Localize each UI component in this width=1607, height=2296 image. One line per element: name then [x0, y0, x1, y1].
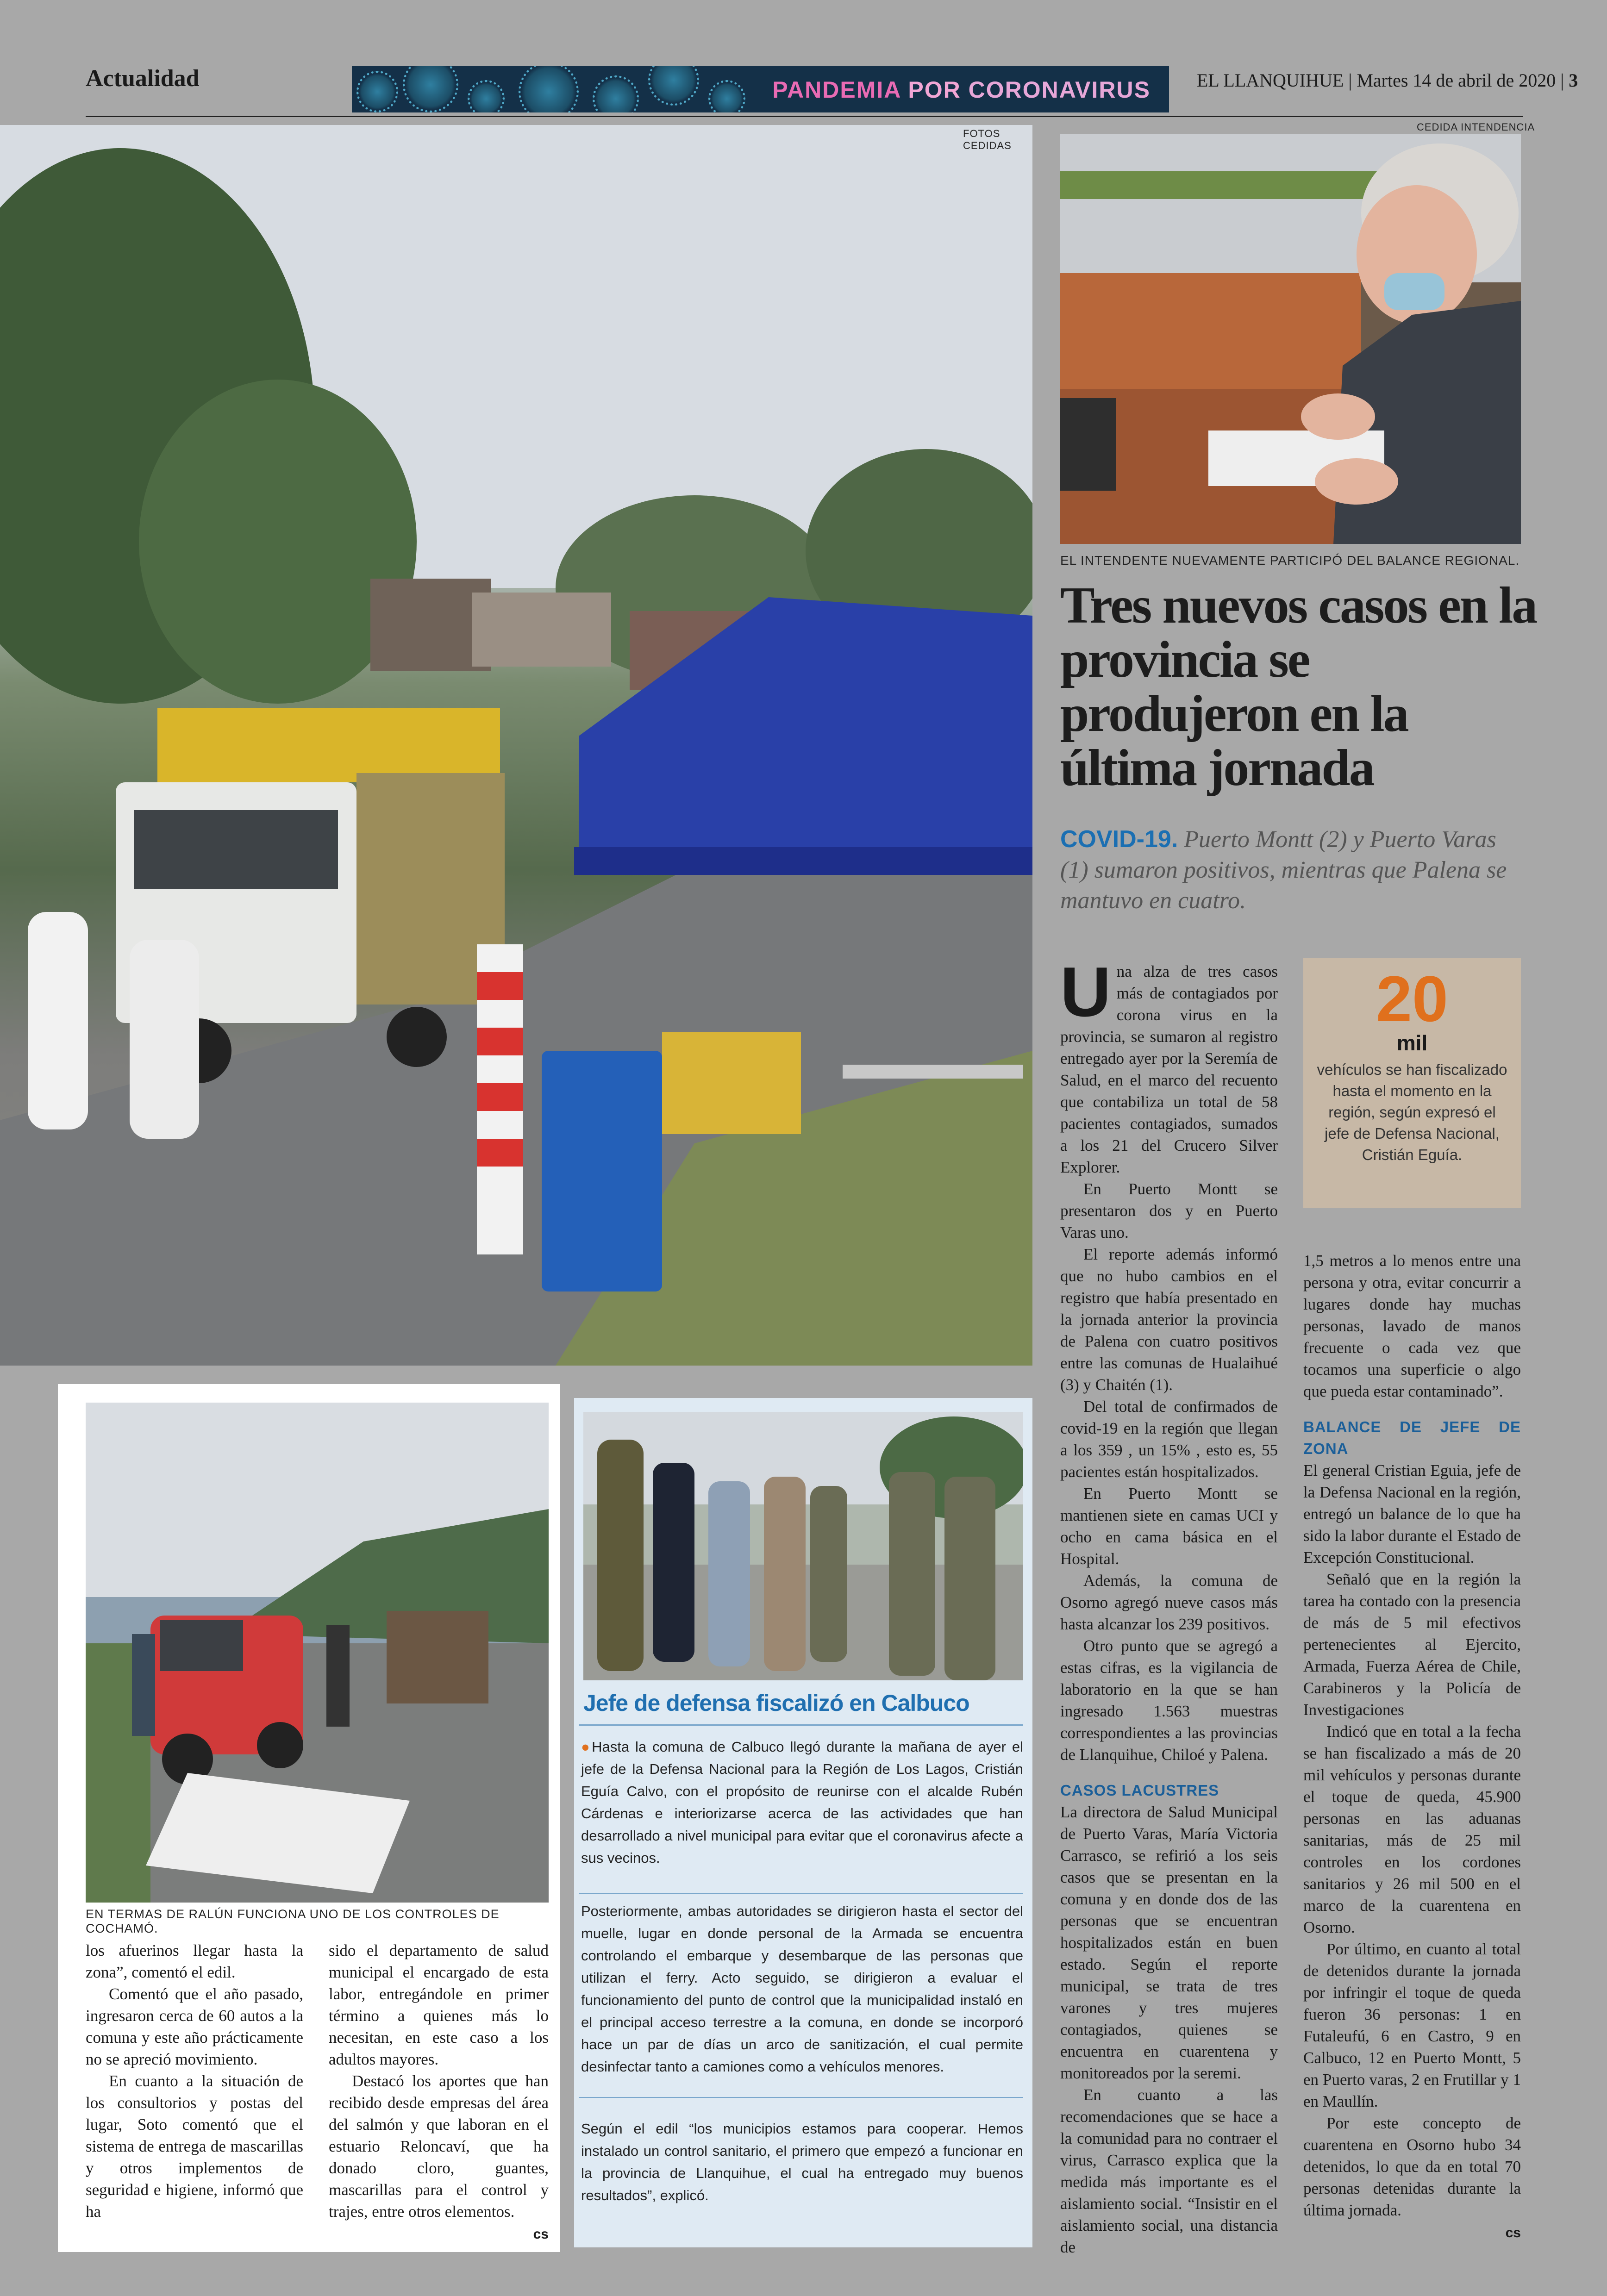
- virus-icon: [708, 80, 745, 112]
- virus-icon: [648, 66, 699, 106]
- virus-icon: [403, 66, 458, 112]
- banner-word: CORONAVIRUS: [968, 77, 1151, 103]
- paragraph: Además, la comuna de Osorno agregó nueve casos más hasta alcanzar los 239 positivos.: [1060, 1572, 1278, 1633]
- end-mark-text: cs: [1505, 2225, 1521, 2240]
- virus-icon: [519, 66, 579, 112]
- paragraph: Comentó que el año pasado, ingresaron cerca de 60 autos a la comuna y este año prácticamente no se apreció movimiento.: [86, 1985, 303, 2068]
- end-mark: [1303, 2221, 1521, 2244]
- calbuco-photo: [583, 1412, 1023, 1680]
- article-column-2: [1303, 1250, 1521, 2244]
- deck: [1060, 824, 1523, 916]
- side-photo: [1060, 134, 1521, 544]
- pandemic-banner: [352, 66, 1169, 112]
- paragraph: En cuanto a las recomendaciones que se hace a la comunidad para no contraer el virus, Carrasco explica que la medida más importante es el aislamiento social. “Insistir en el aislamiento social, una distancia de: [1060, 2086, 1278, 2256]
- bullet-icon: ●: [581, 1739, 592, 1755]
- photo-credit: FOTOS CEDIDAS: [963, 128, 1012, 151]
- cochamo-column-2: [329, 1940, 549, 2245]
- paragraph: Señaló que en la región la tarea ha contado con la presencia de más de 5 mil efectivos pertenecientes al Ejercito, Armada, Fuerza Aérea de Chile, Carabineros y la Policía de Investigaciones: [1303, 1570, 1521, 1719]
- header-rule: [86, 116, 1523, 117]
- side-photo-credit: CEDIDA INTENDENCIA: [1417, 121, 1535, 133]
- fact-number: 20: [1376, 962, 1448, 1035]
- virus-icon: [468, 80, 505, 112]
- paragraph: Hasta la comuna de Calbuco llegó durante la mañana de ayer el jefe de la Defensa Nacional para la Región de Los Lagos, Cristián Eguía Calvo, con el propósito de reunirse con el alcalde Rubén Cárdenas e interiorizarse acerca de las actividades que han desarrollado a nivel municipal para evitar que el coronavirus afecte a sus vecinos.: [581, 1739, 1023, 1866]
- calbuco-paragraph-1: [581, 1736, 1023, 1869]
- cochamo-photo: [86, 1403, 549, 1903]
- paragraph: los afuerinos llegar hasta la zona”, comentó el edil.: [86, 1941, 303, 1981]
- page-number: 3: [1569, 70, 1578, 91]
- factbox: [1303, 958, 1521, 1208]
- section-title: Actualidad: [86, 65, 200, 92]
- drop-cap: U: [1060, 953, 1111, 1031]
- paragraph: El reporte además informó que no hubo cambios en el registro que había presentado en la jornada anterior la provincia de Palena con cuatro positivos entre las comunas de Hualaihué (3) y Chaitén (1).: [1060, 1245, 1278, 1394]
- cochamo-caption: EN TERMAS DE RALÚN FUNCIONA UNO DE LOS CONTROLES DE COCHAMÓ.: [86, 1907, 500, 1935]
- end-mark: [329, 2222, 549, 2245]
- kicker: COVID-19.: [1060, 826, 1178, 853]
- main-photo: [0, 125, 1032, 1366]
- calbuco-title: Jefe de defensa fiscalizó en Calbuco: [583, 1690, 969, 1716]
- subheading: CASOS LACUSTRES: [1060, 1782, 1219, 1799]
- deck-text: Puerto Montt (2) y Puerto Varas (1) sumaron positivos, mientras que Palena se mantuvo en cuatro.: [1060, 826, 1507, 914]
- issue-date: Martes 14 de abril de 2020: [1357, 70, 1556, 91]
- virus-icon: [593, 75, 639, 112]
- paragraph: Por último, en cuanto al total de detenidos durante la jornada por infringir el toque de queda fueron 36 personas: 1 en Futaleufú, 6 en Castro, 9 en Calbuco, 12 en Puerto Montt, 5 en Puerto varas, 2 en Frutillar y 1 en Maullín.: [1303, 1940, 1521, 2110]
- masthead: EL LLANQUIHUE | Martes 14 de abril de 2020 | 3: [1197, 70, 1578, 91]
- calbuco-paragraph-3: Según el edil “los municipios estamos para cooperar. Hemos instalado un control sanitario, el primero que empezó a funcionar en la provincia de Llanquihue, el cual ha entregado muy buenos resultados”, explicó.: [581, 2121, 1023, 2203]
- paragraph: Indicó que en total a la fecha se han fiscalizado a más de 20 mil vehículos y personas durante el toque de queda, 45.900 personas en las aduanas sanitarias, más de 25 mil controles en los cordones sanitarios y 26 mil 500 en el marco de la cuarentena en Osorno.: [1303, 1722, 1521, 1936]
- paragraph: El general Cristian Eguia, jefe de la Defensa Nacional en la región, entregó un balance de lo que ha sido la labor durante el Estado de Excepción Constitucional.: [1303, 1461, 1521, 1566]
- calbuco-illustration: [583, 1412, 1023, 1680]
- paragraph: Del total de confirmados de covid-19 en la región que llegan a los 359 , un 15% , esto es, 55 pacientes están hospitalizados.: [1060, 1398, 1278, 1481]
- first-paragraph: [1060, 953, 1278, 1178]
- ralun-illustration: [86, 1403, 549, 1903]
- intendente-illustration: [1060, 134, 1521, 544]
- end-mark-text: cs: [533, 2227, 549, 2242]
- paragraph: En cuanto a la situación de los consultorios y postas del lugar, Soto comentó que el sistema de entrega de mascarillas y otros implementos de seguridad e higiene, informó que ha: [86, 2072, 303, 2221]
- paragraph: Destacó los aportes que han recibido desde empresas del área del salmón y que laboran en el estuario Reloncaví, que ha donado cloro, guantes, mascarillas para el control y trajes, entre otros elementos.: [329, 2072, 549, 2221]
- headline: Tres nuevos casos en la provincia se produjeron en la última jornada: [1060, 577, 1537, 797]
- subheading: BALANCE DE JEFE DE ZONA: [1303, 1418, 1521, 1457]
- calbuco-divider: [579, 1893, 1023, 1894]
- checkpoint-illustration: [0, 125, 1032, 1366]
- paragraph: En Puerto Montt se mantienen siete en camas UCI y ocho en cama básica en el Hospital.: [1060, 1485, 1278, 1568]
- calbuco-paragraph-2: Posteriormente, ambas autoridades se dirigieron hasta el sector del muelle, lugar en donde personal de la Armada se encuentra controlando el embarque y desembarque de las personas que utilizan el ferry. Acto seguido, se dirigieron a evaluar el funcionamiento del punto de control que la municipalidad instaló en el principal acceso terrestre a la comuna, en donde se incorporó hace un par de días un arco de sanitización, el cual permite desinfectar tanto a camiones como a vehículos menores.: [581, 1903, 1023, 2075]
- paragraph: En Puerto Montt se presentaron dos y en Puerto Varas uno.: [1060, 1180, 1278, 1242]
- paragraph: Otro punto que se agregó a estas cifras, es la vigilancia de laboratorio en la que se han ingresado 1.563 muestras correspondientes a las provincias de Llanquihue, Chiloé y Palena.: [1060, 1637, 1278, 1764]
- article-column-1: [1060, 953, 1278, 2258]
- paragraph: Por este concepto de cuarentena en Osorno hubo 34 detenidos, lo que da en total 70 personas detenidas durante la última jornada.: [1303, 2114, 1521, 2219]
- paragraph: sido el departamento de salud municipal el encargado de esta labor, entregándole en primer término a quienes más lo necesitan, en este caso a los adultos mayores.: [329, 1941, 549, 2068]
- fact-text: vehículos se han fiscalizado hasta el momento en la región, según expresó el jefe de Defensa Nacional, Cristián Eguía.: [1317, 1061, 1507, 1163]
- paragraph: na alza de tres casos más de contagiados por corona virus en la provincia, se sumaron al registro entregado ayer por la Seremía de Salud, en el marco del recuento que contabiliza un total de 58 pacientes contagiados, sumados a los 21 del Crucero Silver Explorer.: [1060, 962, 1278, 1176]
- newspaper-name: EL LLANQUIHUE: [1197, 70, 1344, 91]
- paragraph: 1,5 metros a lo menos entre una persona y otra, evitar concurrir a lugares donde hay muchas personas, lavado de manos frecuente o cada vez que tocamos una superficie o algo que pueda estar contaminado”.: [1303, 1252, 1521, 1400]
- virus-icon: [356, 71, 398, 112]
- banner-word: PANDEMIA: [772, 77, 901, 103]
- cochamo-column-1: [86, 1940, 303, 2222]
- paragraph: La directora de Salud Municipal de Puerto Varas, María Victoria Carrasco, se refirió a los seis casos que se presentan en la comuna y en donde dos de las personas que se encuentran hospitalizados están en buen estado. Según el reporte municipal, se trata de tres varones y tres mujeres contagiados, quienes se encuentra en cuarentena y monitoreados por la seremi.: [1060, 1803, 1278, 2082]
- calbuco-divider: [579, 1724, 1023, 1726]
- side-photo-caption: EL INTENDENTE NUEVAMENTE PARTICIPÓ DEL BALANCE REGIONAL.: [1060, 553, 1520, 568]
- banner-word: POR: [908, 77, 961, 103]
- fact-unit: mil: [1396, 1031, 1428, 1055]
- calbuco-divider: [579, 2097, 1023, 2098]
